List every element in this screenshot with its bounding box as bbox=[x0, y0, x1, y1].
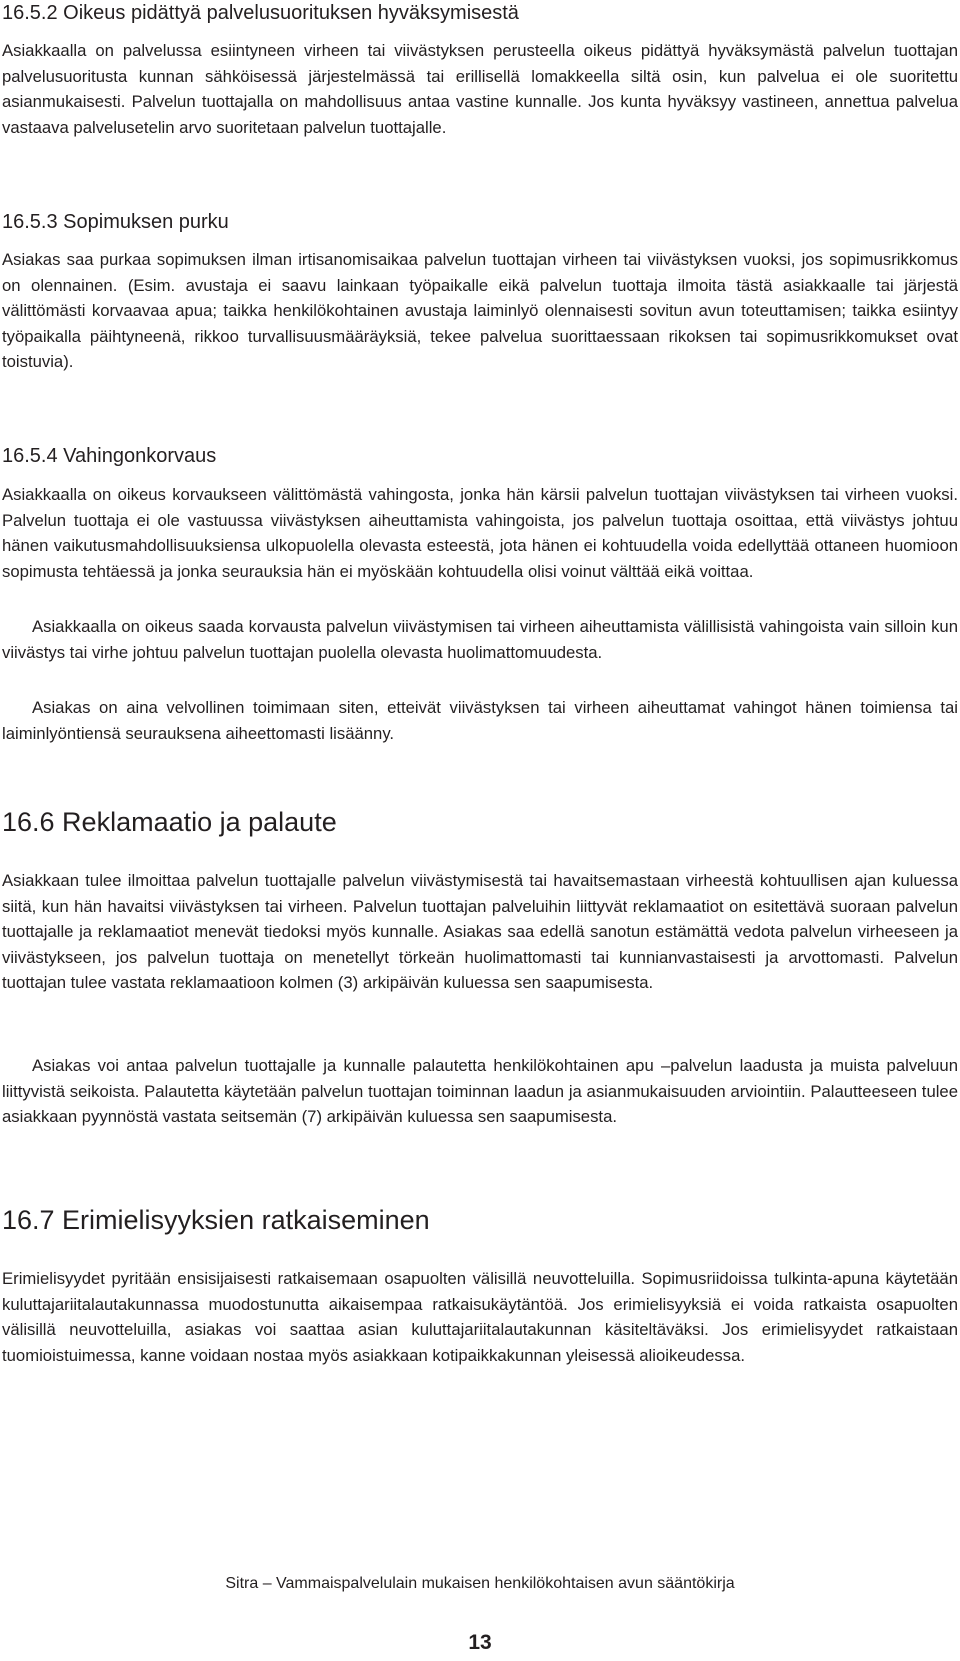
section-heading: 16.7 Erimielisyyksien ratkaiseminen bbox=[2, 1205, 430, 1235]
section-paragraph: Erimielisyydet pyritään ensisijaisesti ratkaisemaan osapuolten välisillä neuvotteluilla. Sopimusriidoissa tulkinta-apuna käytetään kuluttajariitalautakunnassa muodostunutta aikaisempaa ratkaisukäytäntöä. Jos erimielisyyksiä ei voida ratkaista osapuolten välisillä neuvotteluilla, asiakas voi saattaa asian kuluttajariitalautakunnan käsiteltäväksi. Jos erimielisyydet ratkaistaan tuomioistuimessa, kanne voidaan nostaa myös asiakkaan kotipaikkakunnan yleisessä alioikeudessa. bbox=[2, 1269, 958, 1365]
section-paragraph: Asiakas on aina velvollinen toimimaan siten, etteivät viivästyksen tai virheen aiheuttamat vahingot hänen toimiensa tai laiminlyöntiensä seurauksena aiheettomasti lisäänny. bbox=[2, 698, 958, 743]
section-heading: 16.5.4 Vahingonkorvaus bbox=[2, 445, 217, 467]
section-paragraph: Asiakkaan tulee ilmoittaa palvelun tuottajalle palvelun viivästymisestä tai havaitsemastaan virheestä kohtuullisen ajan kuluessa siitä, kun hän havaitsi viivästyksen tai virheen. Palvelun tuottajan palveluihin liittyvät reklamaatiot on esitettävä suoraan palvelun tuottajalle ja reklamaatiot menevät tiedoksi myös kunnalle. Asiakas saa edellä sanotun estämättä vedota palvelun virheeseen ja viivästykseen, jos palvelun tuottaja on menetellyt törkeän huolimattomasti tai kunnianvastaisesti ja arvottomasti. Palvelun tuottajan tulee vastata reklamaatioon kolmen (3) arkipäivän kuluessa sen saapumisesta. bbox=[2, 871, 958, 993]
section-heading: 16.6 Reklamaatio ja palaute bbox=[2, 807, 337, 837]
section-paragraph: Asiakkaalla on oikeus korvaukseen välittömästä vahingosta, jonka hän kärsii palvelun tuottajan viivästyksen tai virheen vuoksi. Palvelun tuottaja ei ole vastuussa viivästyksen aiheuttamista vahingoista, jos palvelun tuottaja osoittaa, että viivästys johtuu hänen vaikutusmahdollisuuksiensa ulkopuolella olevasta esteestä, jota hänen ei kohtuudella voida edellyttää ottaneen huomioon sopimusta tehtäessä ja jonka seurauksia hän ei myöskään kohtuudella olisi voinut välttää eikä voittaa. bbox=[2, 485, 958, 581]
section-heading: 16.5.3 Sopimuksen purku bbox=[2, 211, 229, 233]
section-paragraph: Asiakas voi antaa palvelun tuottajalle ja kunnalle palautetta henkilökohtainen apu –palvelun laadusta ja muista palveluun liittyvistä seikoista. Palautetta käytetään palvelun tuottajan toiminnan laadun ja asianmukaisuuden arviointiin. Palautteeseen tulee asiakkaan pyynnöstä vastata seitsemän (7) arkipäivän kuluessa sen saapumisesta. bbox=[2, 1056, 958, 1127]
section-paragraph: Asiakas saa purkaa sopimuksen ilman irtisanomisaikaa palvelun tuottajan virheen tai viivästyksen vuoksi, jos sopimusrikkomus on olennainen. (Esim. avustaja ei saavu lainkaan työpaikalle eikä palvelun tuottaja ilmoita tästä asiakkaalle tai järjestä välittömästi korvaavaa apua; taikka henkilökohtainen avustaja laiminlyö olennaisesti sovitun avun toteuttamisen; taikka esiintyy työpaikalla päihtyneenä, rikkoo turvallisuusmääräyksiä, tekee palvelua suorittaessaan rikoksen tai sopimusrikkomukset ovat toistuvia). bbox=[2, 250, 958, 372]
footer-text: Sitra – Vammaispalvelulain mukaisen henkilökohtaisen avun sääntökirja bbox=[225, 1575, 735, 1592]
page-number: 13 bbox=[468, 1631, 492, 1654]
section-heading: 16.5.2 Oikeus pidättyä palvelusuorituksen hyväksymisestä bbox=[2, 2, 519, 24]
section-paragraph: Asiakkaalla on oikeus saada korvausta palvelun viivästymisen tai virheen aiheuttamista välillisistä vahingoista vain silloin kun viivästys tai virhe johtuu palvelun tuottajan puolella olevasta huolimattomuudesta. bbox=[2, 617, 958, 662]
section-paragraph: Asiakkaalla on palvelussa esiintyneen virheen tai viivästyksen perusteella oikeus pidättyä hyväksymästä palvelun tuottajan palvelusuoritusta kunnan sähköisessä järjestelmässä tai erillisellä lomakkeella siltä osin, kun palvelua ei ole suoritettu asianmukaisesti. Palvelun tuottajalla on mahdollisuus antaa vastine kunnalle. Jos kunta hyväksyy vastineen, annettua palvelua vastaava palvelusetelin arvo suoritetaan palvelun tuottajalle. bbox=[2, 41, 958, 137]
